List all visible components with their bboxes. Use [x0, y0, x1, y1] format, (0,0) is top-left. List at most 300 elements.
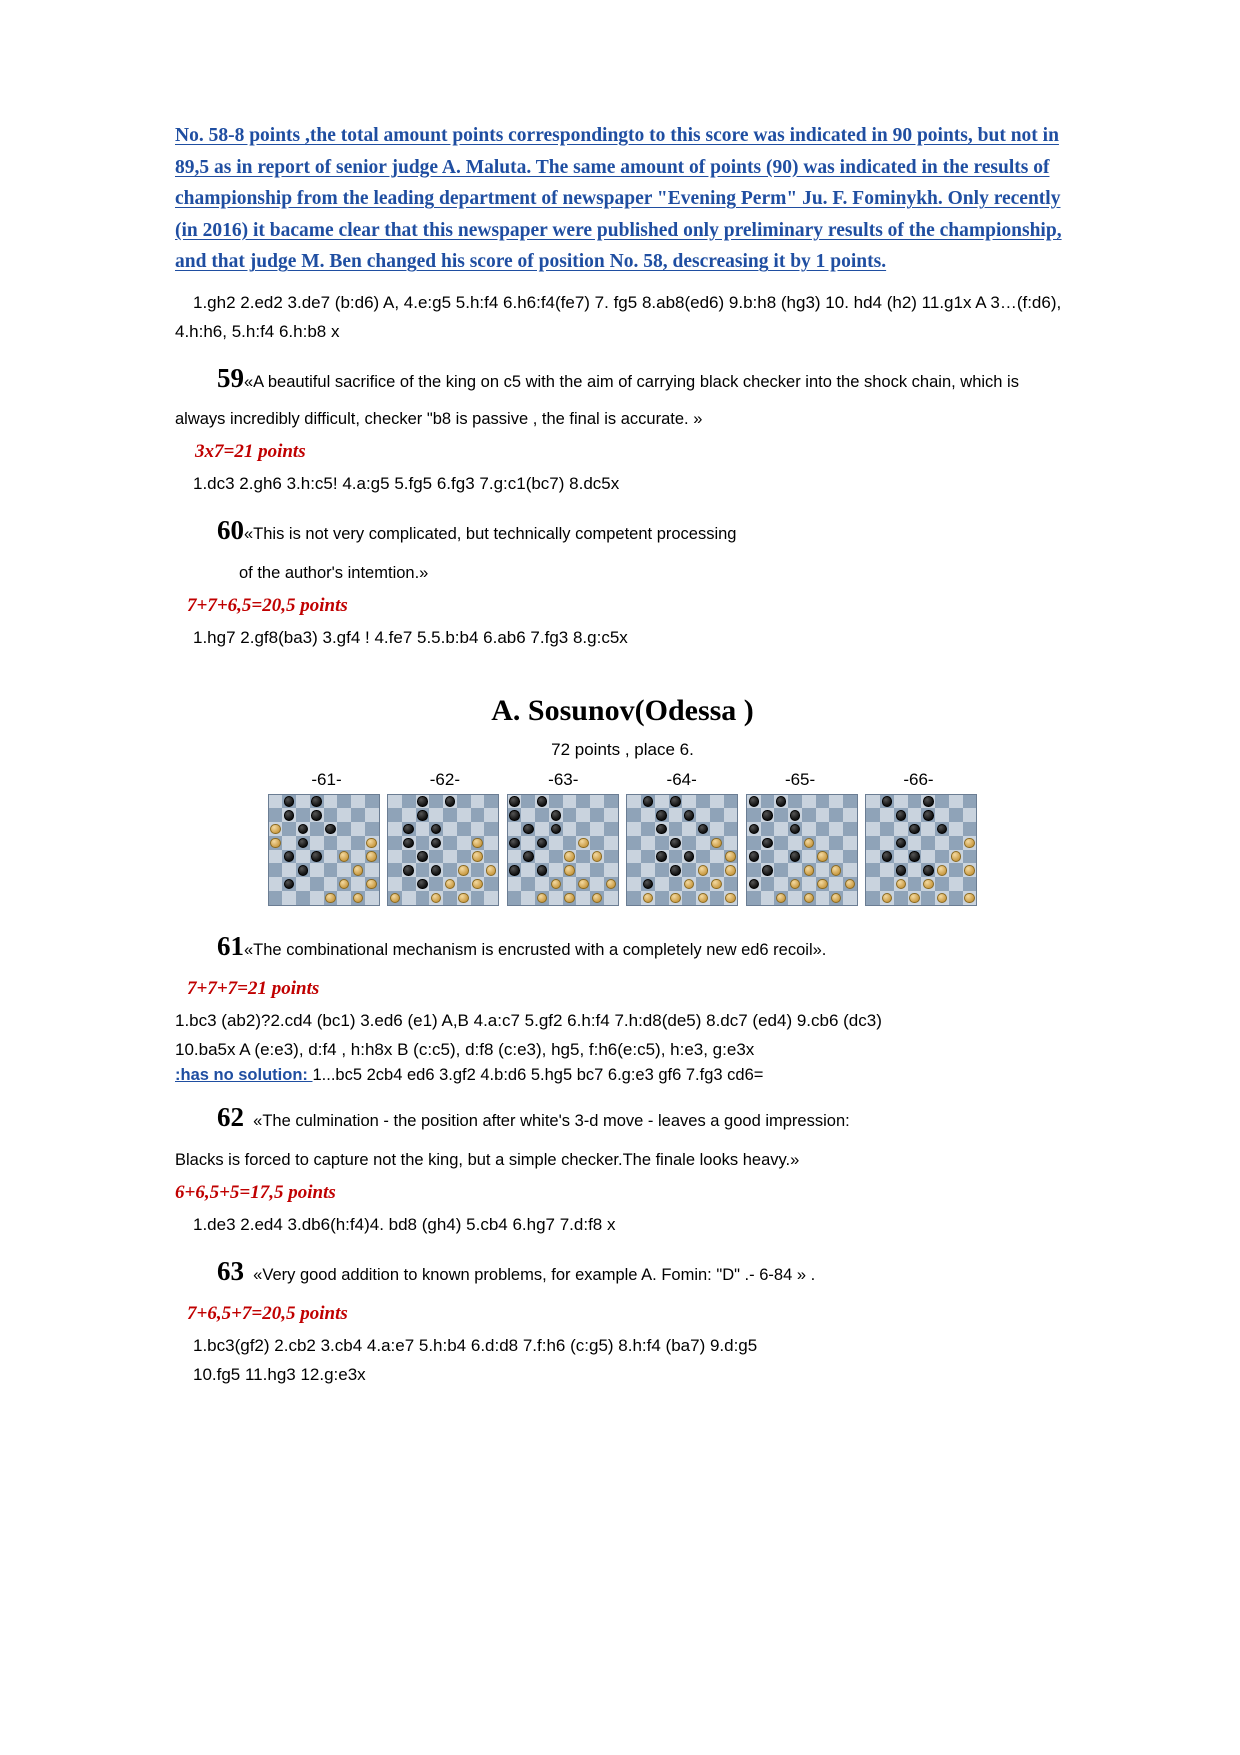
board-square — [549, 877, 563, 891]
white-checker — [366, 851, 376, 861]
board-square — [402, 795, 416, 809]
black-checker — [445, 796, 455, 806]
board-square — [963, 822, 977, 836]
board-square — [843, 822, 857, 836]
board-square — [296, 891, 310, 905]
black-checker — [923, 865, 933, 875]
board-square — [627, 836, 641, 850]
entry-61-points: 7+7+7=21 points — [187, 977, 320, 999]
black-checker — [937, 824, 947, 834]
board-square — [788, 836, 802, 850]
board-square — [774, 850, 788, 864]
white-checker — [551, 879, 561, 889]
board-square — [761, 877, 775, 891]
board-square — [935, 836, 949, 850]
board-square — [310, 808, 324, 822]
board-square — [843, 863, 857, 877]
board-square — [337, 877, 351, 891]
entry-60-moves: 1.hg7 2.gf8(ba3) 3.gf4 ! 4.fe7 5.5.b:b4 6.ab6 7.fg3 8.g:c5x — [193, 627, 628, 647]
white-checker — [711, 879, 721, 889]
board-square — [724, 808, 738, 822]
diagram-label-62: -62- — [429, 769, 460, 789]
white-checker — [684, 879, 694, 889]
board-square — [908, 850, 922, 864]
black-checker — [896, 838, 906, 848]
board-square — [416, 877, 430, 891]
white-checker — [339, 879, 349, 889]
black-checker — [896, 865, 906, 875]
board-square — [604, 808, 618, 822]
board-square — [669, 863, 683, 877]
white-checker — [366, 838, 376, 848]
board-square — [669, 850, 683, 864]
board-square — [604, 891, 618, 905]
black-checker — [403, 824, 413, 834]
board-square — [484, 808, 498, 822]
black-checker — [431, 824, 441, 834]
board-square — [949, 850, 963, 864]
board-square — [710, 863, 724, 877]
board-square — [747, 836, 761, 850]
board-square — [590, 822, 604, 836]
board-square — [747, 822, 761, 836]
white-checker — [923, 879, 933, 889]
black-checker — [431, 838, 441, 848]
board-square — [843, 877, 857, 891]
board-square — [866, 836, 880, 850]
board-square — [935, 891, 949, 905]
board-square — [880, 877, 894, 891]
black-checker — [523, 851, 533, 861]
board-square — [576, 822, 590, 836]
black-checker — [509, 865, 519, 875]
board-square — [508, 863, 522, 877]
board-square — [921, 891, 935, 905]
white-checker — [964, 865, 974, 875]
board-square — [761, 822, 775, 836]
board-square — [535, 863, 549, 877]
board-square — [521, 850, 535, 864]
white-checker — [831, 865, 841, 875]
white-checker — [698, 865, 708, 875]
board-square — [774, 808, 788, 822]
black-checker — [882, 796, 892, 806]
board-square — [866, 863, 880, 877]
board-square — [788, 808, 802, 822]
board-square — [710, 891, 724, 905]
board-square — [774, 891, 788, 905]
board-square — [696, 877, 710, 891]
board-square — [269, 877, 283, 891]
white-checker — [592, 851, 602, 861]
board-square — [894, 850, 908, 864]
white-checker — [472, 879, 482, 889]
board-square — [880, 795, 894, 809]
board-square — [935, 877, 949, 891]
board-square — [457, 795, 471, 809]
board-square — [669, 877, 683, 891]
board-square — [365, 822, 379, 836]
checkers-board-62 — [387, 794, 499, 906]
board-square — [443, 808, 457, 822]
black-checker — [417, 851, 427, 861]
board-square — [337, 850, 351, 864]
board-square — [682, 877, 696, 891]
white-checker — [270, 838, 280, 848]
board-square — [508, 836, 522, 850]
board-square — [484, 822, 498, 836]
board-square — [894, 795, 908, 809]
board-square — [747, 850, 761, 864]
board-square — [337, 795, 351, 809]
board-square — [310, 877, 324, 891]
board-square — [351, 822, 365, 836]
board-square — [894, 877, 908, 891]
white-checker — [725, 893, 735, 903]
board-square — [508, 877, 522, 891]
board-square — [416, 836, 430, 850]
white-checker — [937, 865, 947, 875]
board-square — [471, 891, 485, 905]
board-square — [471, 877, 485, 891]
board-square — [641, 850, 655, 864]
board-square — [563, 795, 577, 809]
board-square — [576, 808, 590, 822]
board-square — [351, 795, 365, 809]
board-square — [949, 877, 963, 891]
board-square — [416, 808, 430, 822]
board-square — [921, 808, 935, 822]
board-square — [829, 836, 843, 850]
entry-59-points: 3x7=21 points — [195, 440, 306, 462]
board-square — [310, 836, 324, 850]
board-square — [669, 822, 683, 836]
board-square — [521, 822, 535, 836]
black-checker — [790, 824, 800, 834]
board-square — [471, 850, 485, 864]
board-square — [296, 863, 310, 877]
board-square — [324, 795, 338, 809]
black-checker — [762, 865, 772, 875]
white-checker — [951, 851, 961, 861]
board-square — [747, 808, 761, 822]
board-square — [310, 863, 324, 877]
board-square — [829, 808, 843, 822]
board-square — [457, 850, 471, 864]
board-square — [866, 795, 880, 809]
board-square — [935, 795, 949, 809]
board-square — [908, 863, 922, 877]
board-square — [696, 822, 710, 836]
black-checker — [698, 824, 708, 834]
board-square — [682, 808, 696, 822]
board-square — [843, 891, 857, 905]
board-square — [604, 877, 618, 891]
board-square — [921, 863, 935, 877]
board-square — [296, 836, 310, 850]
board-square — [429, 891, 443, 905]
board-square — [963, 891, 977, 905]
board-square — [761, 808, 775, 822]
board-square — [935, 822, 949, 836]
board-square — [563, 850, 577, 864]
board-square — [416, 891, 430, 905]
board-square — [269, 808, 283, 822]
board-square — [416, 822, 430, 836]
board-square — [590, 808, 604, 822]
board-square — [866, 877, 880, 891]
board-square — [535, 877, 549, 891]
board-square — [921, 877, 935, 891]
board-square — [337, 808, 351, 822]
board-square — [563, 863, 577, 877]
board-square — [324, 891, 338, 905]
board-square — [829, 822, 843, 836]
board-square — [682, 795, 696, 809]
entry-62-comment — [175, 1093, 1070, 1143]
white-checker — [831, 893, 841, 903]
board-square — [669, 836, 683, 850]
board-square — [484, 795, 498, 809]
black-checker — [749, 851, 759, 861]
board-square — [563, 836, 577, 850]
board-square — [761, 836, 775, 850]
entry-60-comment-line2: of the author's intemtion.» — [239, 563, 429, 582]
entry-number-63: 63 — [217, 1255, 244, 1286]
board-square — [269, 891, 283, 905]
black-checker — [643, 796, 653, 806]
board-square — [655, 795, 669, 809]
board-square — [576, 877, 590, 891]
white-checker — [564, 865, 574, 875]
board-square — [627, 891, 641, 905]
board-square — [627, 808, 641, 822]
board-square — [471, 795, 485, 809]
entry-63-comment-text: «Very good addition to known problems, for example A. Fomin: "D" .- 6-84 » . — [253, 1265, 816, 1284]
black-checker — [284, 879, 294, 889]
board-square — [682, 836, 696, 850]
board-square — [949, 836, 963, 850]
board-square — [429, 863, 443, 877]
black-checker — [882, 851, 892, 861]
black-checker — [790, 810, 800, 820]
board-square — [866, 891, 880, 905]
white-checker — [790, 879, 800, 889]
board-square — [563, 877, 577, 891]
board-square — [696, 891, 710, 905]
board-square — [724, 891, 738, 905]
white-checker — [564, 851, 574, 861]
board-square — [443, 836, 457, 850]
board-square — [549, 891, 563, 905]
white-checker — [964, 838, 974, 848]
board-square — [429, 850, 443, 864]
black-checker — [551, 824, 561, 834]
black-checker — [509, 796, 519, 806]
board-square — [310, 795, 324, 809]
board-square — [429, 822, 443, 836]
entry-60-points: 7+7+6,5=20,5 points — [187, 594, 348, 616]
entry-61-comment — [175, 922, 1070, 972]
board-square — [402, 836, 416, 850]
black-checker — [311, 810, 321, 820]
board-square — [457, 891, 471, 905]
board-square — [282, 822, 296, 836]
black-checker — [284, 851, 294, 861]
board-square — [351, 891, 365, 905]
board-square — [269, 850, 283, 864]
board-square — [761, 863, 775, 877]
entry-63-moves-line2: 10.fg5 11.hg3 12.g:e3x — [193, 1365, 366, 1384]
white-checker — [606, 879, 616, 889]
board-square — [484, 891, 498, 905]
board-square — [829, 877, 843, 891]
board-square — [880, 808, 894, 822]
board-square — [921, 795, 935, 809]
board-square — [521, 795, 535, 809]
black-checker — [551, 810, 561, 820]
board-square — [296, 850, 310, 864]
moves-58: 1.gh2 2.ed2 3.de7 (b:d6) A, 4.e:g5 5.h:f4 6.h6:f4(fe7) 7. fg5 8.ab8(ed6) 9.b:h8 (hg3) 10. hd4 (h2) 11.g1x A 3…(f:d6), 4.h:h6, 5.h:f4 6.h:b8 x — [175, 292, 1062, 342]
board-square — [816, 822, 830, 836]
board-square — [774, 877, 788, 891]
black-checker — [298, 865, 308, 875]
board-square — [457, 808, 471, 822]
entry-61-moves-line1: 1.bc3 (ab2)?2.cd4 (bc1) 3.ed6 (e1) A,B 4.a:c7 5.gf2 6.h:f4 7.h:d8(de5) 8.dc7 (ed4) 9.cb6 (dc3) — [175, 1010, 882, 1030]
board-square — [443, 850, 457, 864]
board-square — [655, 850, 669, 864]
board-square — [880, 863, 894, 877]
white-checker — [390, 893, 400, 903]
white-checker — [804, 865, 814, 875]
entry-59-comment — [175, 354, 1070, 434]
board-square — [710, 877, 724, 891]
board-square — [576, 891, 590, 905]
board-square — [921, 850, 935, 864]
board-square — [710, 795, 724, 809]
board-square — [269, 836, 283, 850]
board-square — [535, 850, 549, 864]
board-square — [521, 891, 535, 905]
board-square — [590, 891, 604, 905]
black-checker — [670, 838, 680, 848]
board-square — [457, 822, 471, 836]
black-checker — [749, 796, 759, 806]
board-square — [949, 863, 963, 877]
checkers-board-61 — [268, 794, 380, 906]
board-square — [935, 850, 949, 864]
board-square — [365, 863, 379, 877]
board-square — [484, 863, 498, 877]
board-square — [816, 795, 830, 809]
checkers-board-63 — [507, 794, 619, 906]
entry-number-62: 62 — [217, 1102, 244, 1133]
board-square — [282, 877, 296, 891]
board-square — [563, 891, 577, 905]
black-checker — [656, 824, 666, 834]
board-square — [549, 808, 563, 822]
black-checker — [909, 851, 919, 861]
board-square — [761, 795, 775, 809]
board-square — [866, 822, 880, 836]
entry-60-comment-text: «This is not very complicated, but technically competent processing — [244, 525, 737, 544]
board-square — [296, 795, 310, 809]
entry-number-61: 61 — [217, 930, 244, 961]
board-square — [963, 836, 977, 850]
board-square — [641, 863, 655, 877]
board-square — [761, 891, 775, 905]
board-square — [894, 836, 908, 850]
board-square — [310, 850, 324, 864]
black-checker — [523, 824, 533, 834]
black-checker — [298, 838, 308, 848]
board-square — [935, 863, 949, 877]
diagram-label-63: -63- — [548, 769, 579, 789]
board-square — [710, 808, 724, 822]
board-square — [641, 808, 655, 822]
board-square — [816, 863, 830, 877]
entry-number-59: 59 — [217, 363, 244, 394]
diagram-label-66: -66- — [903, 769, 934, 789]
board-square — [908, 836, 922, 850]
board-square — [535, 795, 549, 809]
board-square — [921, 822, 935, 836]
entry-number-60: 60 — [217, 515, 244, 546]
board-square — [627, 822, 641, 836]
board-square — [747, 877, 761, 891]
black-checker — [790, 851, 800, 861]
board-square — [535, 891, 549, 905]
board-square — [590, 877, 604, 891]
board-square — [788, 850, 802, 864]
board-square — [682, 863, 696, 877]
board-square — [949, 891, 963, 905]
board-square — [324, 836, 338, 850]
board-square — [269, 822, 283, 836]
board-square — [669, 891, 683, 905]
entry-61-no-solution — [175, 1066, 1070, 1085]
black-checker — [509, 810, 519, 820]
board-square — [894, 863, 908, 877]
black-checker — [417, 796, 427, 806]
board-square — [351, 863, 365, 877]
board-square — [402, 850, 416, 864]
board-square — [802, 891, 816, 905]
board-square — [535, 822, 549, 836]
board-square — [829, 795, 843, 809]
board-square — [843, 808, 857, 822]
board-square — [908, 891, 922, 905]
white-checker — [698, 893, 708, 903]
white-checker — [845, 879, 855, 889]
board-square — [788, 795, 802, 809]
entry-59-comment-text: «A beautiful sacrifice of the king on c5 with the aim of carrying black checker into the shock chain, which is always incredibly difficult, checker "b8 is passive , the final is accurate. » — [175, 373, 1019, 429]
board-square — [866, 808, 880, 822]
white-checker — [711, 838, 721, 848]
black-checker — [762, 838, 772, 848]
board-square — [443, 877, 457, 891]
board-square — [443, 795, 457, 809]
board-square — [724, 795, 738, 809]
white-checker — [564, 893, 574, 903]
board-square — [802, 863, 816, 877]
board-square — [710, 850, 724, 864]
board-square — [296, 877, 310, 891]
white-checker — [472, 838, 482, 848]
board-square — [457, 877, 471, 891]
board-square — [282, 836, 296, 850]
board-square — [402, 877, 416, 891]
